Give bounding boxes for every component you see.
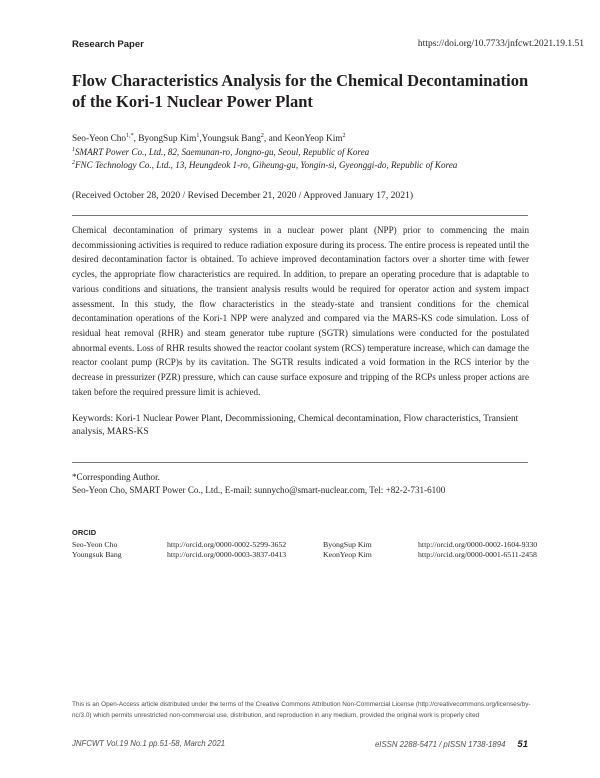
affiliation-2: [72, 159, 457, 172]
author-name: ,Youngsuk Bang: [199, 134, 261, 144]
author-sup: 2: [260, 132, 264, 139]
author-name: Seo-Yeon Cho: [72, 134, 127, 144]
orcid-link[interactable]: http://orcid.org/0000-0002-5299-3652: [167, 540, 287, 549]
orcid-name: Youngsuk Bang: [72, 550, 122, 559]
received-dates: (Received October 28, 2020 / Revised December 21, 2020 / Approved January 17, 2021): [72, 190, 414, 201]
orcid-name: ByongSup Kim: [323, 540, 372, 549]
corresponding-label: *Corresponding Author.: [72, 472, 160, 482]
footer-issn: eISSN 2288-5471 / pISSN 1738-1894: [374, 740, 506, 749]
title-line-1: Flow Characteristics Analysis for the Chemical Decontamination: [72, 71, 529, 90]
author-sup: 2: [342, 132, 346, 139]
keywords: Keywords: Kori-1 Nuclear Power Plant, Decommissioning, Chemical decontamination, Flow characteristics, Transient analysis, MARS-KS: [72, 414, 519, 437]
author-list: [72, 133, 346, 146]
affiliation-text: FNC Technology Co., Ltd., 13, Heungdeok 1-ro, Giheung-gu, Yongin-si, Gyeonggi-do, Republic of Korea: [75, 160, 458, 170]
author-sup: 1: [196, 132, 200, 139]
orcid-link[interactable]: http://orcid.org/0000-0002-1604-9330: [418, 540, 538, 549]
corresponding-details: Seo-Yeon Cho, SMART Power Co., Ltd., E-mail: sunnycho@smart-nuclear.com, Tel: +82-2-731-6100: [72, 485, 446, 495]
abstract: Chemical decontamination of primary systems in a nuclear power plant (NPP) prior to commencing the main decommissioning activities is required to reduce radiation exposure during its process. The entire process is repeated until the desired decontamination factor is obtained. To achieve improved decontamination factors over a shorter time with fewer cycles, the appropriate flow characteristics are required. In addition, to prepare an operating procedure that is adaptable to various conditions and situations, the transient analysis results would be required for operator action and system impact assessment. In this study, the flow characteristics in the steady-state and transient conditions for the chemical decontamination operations of the Kori-1 NPP were analyzed and compared via the MARS-KS code simulation. Loss of residual heat removal (RHR) and steam generator tube rupture (SGTR) simulations were conducted for the postulated abnormal events. Loss of RHR results showed the reactor coolant system (RCS) temperature increase, which can damage the reactor coolant pump (RCP)s by its cavitation. The SGTR results indicated a void formation in the RCS interior by the decrease in pressurizer (PZR) pressure, which can cause surface exposure and tripping of the RCPs unless proper actions are taken before the required pressure limit is achieved.: [72, 225, 529, 397]
author-name: , and KeonYeop Kim: [263, 134, 343, 144]
article-type: Research Paper: [72, 39, 144, 50]
divider-bottom: [72, 462, 528, 463]
footer-journal: JNFCWT Vol.19 No.1 pp.51-58, March 2021: [72, 739, 226, 748]
affiliation-sup: 1: [72, 146, 75, 153]
author-name: , ByongSup Kim: [133, 134, 197, 144]
title-line-2: of the Kori-1 Nuclear Power Plant: [72, 92, 313, 111]
orcid-name: Seo-Yeon Cho: [72, 540, 118, 549]
orcid-link[interactable]: http://orcid.org/0000-0003-3837-0413: [167, 550, 287, 559]
orcid-link[interactable]: http://orcid.org/0000-0001-6511-2458: [418, 550, 537, 559]
corresponding-author: [72, 471, 445, 497]
affiliation-text: SMART Power Co., Ltd., 82, Saemunan-ro, Jongno-gu, Seoul, Republic of Korea: [75, 147, 370, 157]
affiliation-sup: 2: [72, 159, 75, 166]
license-notice: This is an Open-Access article distributed under the terms of the Creative Commons Attribution Non-Commercial License (http://creativecommons.org/licenses/by-nc/3.0) which permits unrestricted non-commercial use, distribution, and reproduction in any medium, provided the original work is properly cited: [72, 701, 531, 719]
footer-right: [375, 739, 528, 750]
affiliation-1: [72, 146, 369, 159]
page-number: 51: [517, 739, 528, 750]
orcid-label: ORCID: [72, 528, 97, 537]
doi-link[interactable]: https://doi.org/10.7733/jnfcwt.2021.19.1.51: [417, 39, 584, 49]
divider-top: [72, 215, 528, 216]
author-sup: 1,*: [126, 132, 134, 139]
orcid-name: KeonYeop Kim: [323, 550, 372, 559]
paper-title: [72, 70, 532, 112]
